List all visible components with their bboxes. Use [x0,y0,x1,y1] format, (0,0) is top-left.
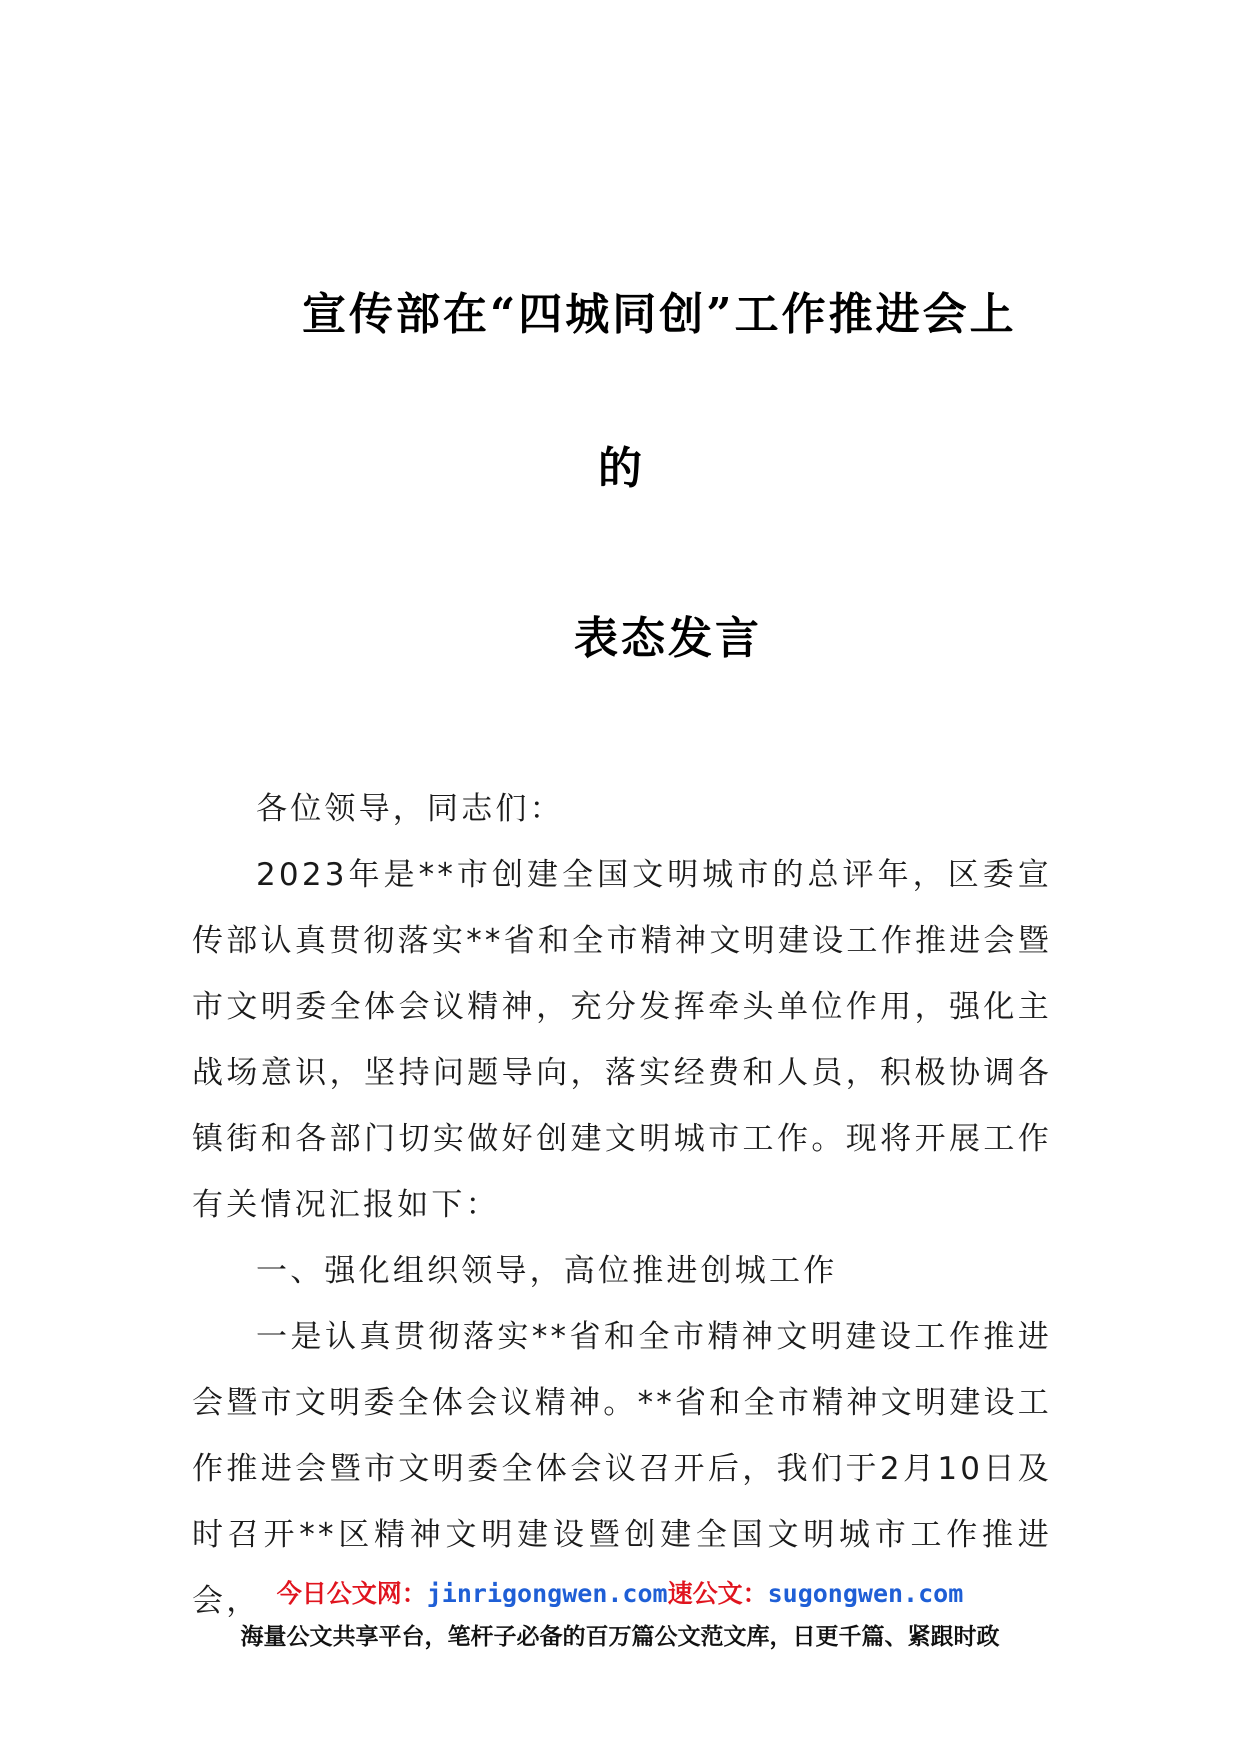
document-title-line-2: 的 [598,443,645,494]
footer-site2-link[interactable]: sugongwen.com [767,1579,964,1608]
intro-paragraph: 2023年是**市创建全国文明城市的总评年，区委宣传部认真贯彻落实**省和全市精神文明建设工作推进会暨市文明委全体会议精神，充分发挥牵头单位作用，强化主战场意识，坚持问题导向，落实经费和人员，积极协调各镇街和各部门切实做好创建文明城市工作。现将开展工作有关情况汇报如下： [192,857,1052,1223]
document-title-line-1: 宣传部在“四城同创”工作推进会上 [302,289,1017,340]
section-1-paragraph-1: 一是认真贯彻落实**省和全市精神文明建设工作推进会暨市文明委全体会议精神。**省和全市精神文明建设工作推进会暨市文明委全体会议召开后，我们于2月10日及时召开**区精神文明建设暨创建全国文明城市工作推进会， [192,1319,1052,1619]
document-body [192,776,1052,1634]
greeting-paragraph: 各位领导，同志们： [256,791,564,827]
footer-site1-link[interactable]: jinrigongwen.com [426,1579,668,1608]
footer-site1-label: 今日公文网： [276,1579,427,1608]
footer-slogan: 海量公文共享平台，笔杆子必备的百万篇公文范文库，日更千篇、紧跟时政 [240,1624,1000,1650]
footer-site2-label: 速公文： [667,1579,768,1608]
document-title-line-3: 表态发言 [574,613,762,664]
section-heading-1: 一、强化组织领导，高位推进创城工作 [256,1253,838,1289]
footer-sites [0,1574,1240,1610]
